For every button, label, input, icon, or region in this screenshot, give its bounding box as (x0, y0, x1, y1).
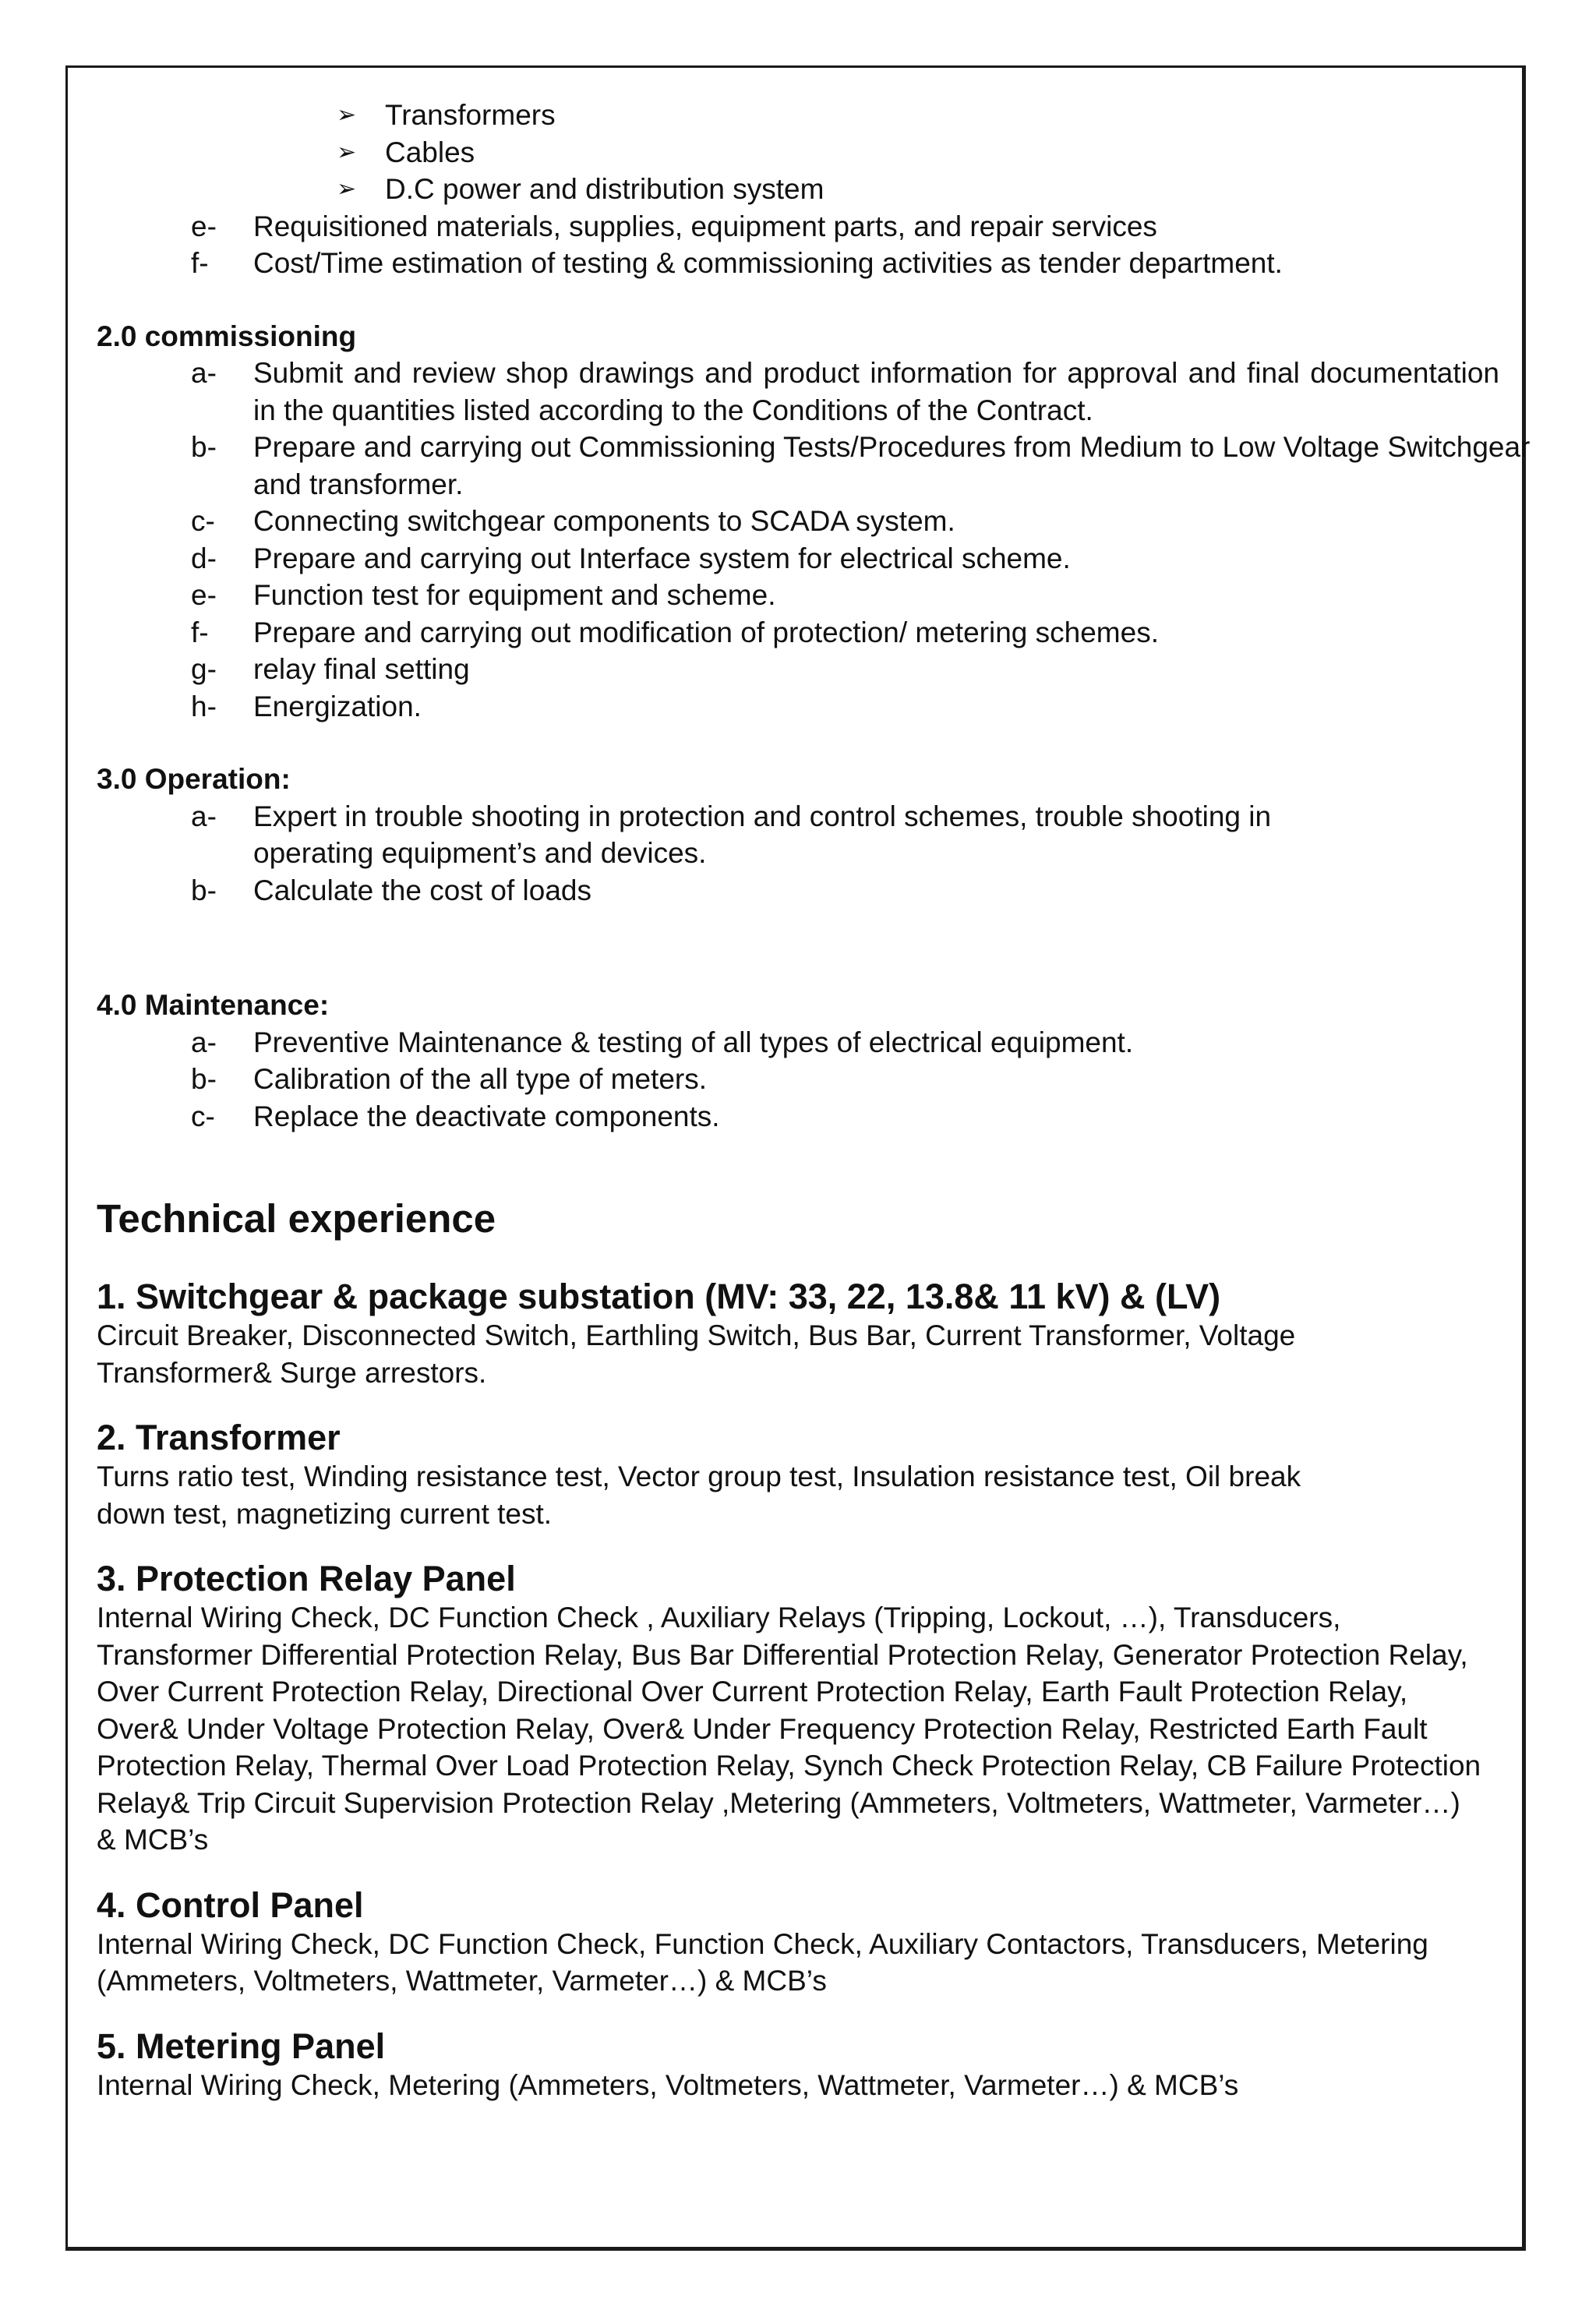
commissioning-list (97, 355, 1531, 725)
section-heading-maintenance: 4.0 Maintenance: (97, 989, 330, 1021)
list-item: e- Function test for equipment and scheme. (191, 579, 776, 611)
document-body (97, 97, 1531, 2103)
section-heading-commissioning: 2.0 commissioning (97, 320, 357, 352)
subsection-text-transformer: Turns ratio test, Winding resistance test, Vector group test, Insulation resistance test, Oil break down test, magnetizing current test. (97, 1460, 1301, 1530)
arrow-bullet-icon: ➢ (337, 102, 357, 128)
subsection-heading-metering-panel: 5. Metering Panel (97, 2026, 386, 2066)
list-item: a- Preventive Maintenance & testing of all types of electrical equipment. (191, 1026, 1134, 1058)
subsection-text-metering-panel: Internal Wiring Check, Metering (Ammeters, Voltmeters, Wattmeter, Varmeter…) & MCB’s (97, 2068, 1239, 2101)
list-item: h- Energization. (191, 690, 422, 722)
technical-experience-title: Technical experience (97, 1196, 496, 1241)
list-item: f- Prepare and carrying out modification of protection/ metering schemes. (191, 616, 1159, 648)
bullet-item: ➢ Transformers (97, 97, 1499, 134)
list-item: b- Calculate the cost of loads (191, 874, 591, 906)
arrow-bullet-icon: ➢ (337, 176, 357, 202)
list-item: a- Submit and review shop drawings and product information for approval and final documentation in the quantities listed according to the Conditions of the Contract. (191, 357, 1499, 426)
list-item: g- relay final setting (191, 653, 470, 685)
item-list (97, 208, 1499, 282)
subsection-heading-control-panel: 4. Control Panel (97, 1884, 364, 1925)
maintenance-list (97, 1024, 1499, 1136)
subsection-text-protection-relay-panel: Internal Wiring Check, DC Function Check , Auxiliary Relays (Tripping, Lockout, …), Transducers, Transformer Differential Protection Relay, Bus Bar Differential Protection Relay, Generator Protection Relay, Over Current Protection Relay, Directional Over Current Protection Relay, Earth Fault Protection Relay, Over& Under Voltage Protection Relay, Over& Under Frequency Protection Relay, Restricted Earth Fault Protection Relay, Thermal Over Load Protection Relay, Synch Check Protection Relay, CB Failure Protection Relay& Trip Circuit Supervision Protection Relay ,Metering (Ammeters, Voltmeters, Wattmeter, Varmeter…) & MCB’s (97, 1602, 1481, 1856)
list-item: f- Cost/Time estimation of testing & commissioning activities as tender department. (191, 247, 1283, 279)
arrow-bullet-icon: ➢ (337, 139, 357, 165)
bullet-item: ➢ D.C power and distribution system (97, 171, 1499, 208)
subsection-text-control-panel: Internal Wiring Check, DC Function Check, Function Check, Auxiliary Contactors, Transducers, Metering (Ammeters, Voltmeters, Wattmeter, Varmeter…) & MCB’s (97, 1927, 1428, 1997)
section-heading-operation: 3.0 Operation: (97, 763, 291, 795)
list-item: b- Prepare and carrying out Commissioning Tests/Procedures from Medium to Low Voltage Switchgear and transformer. (191, 431, 1531, 500)
list-item: b- Calibration of the all type of meters. (191, 1063, 708, 1095)
bullet-item: ➢ Cables (97, 134, 1499, 171)
list-item: a- Expert in trouble shooting in protection and control schemes, trouble shooting in operating equipment’s and devices. (191, 800, 1272, 869)
list-item: d- Prepare and carrying out Interface system for electrical scheme. (191, 542, 1071, 574)
list-item: c- Connecting switchgear components to SCADA system. (191, 505, 955, 537)
list-item: c- Replace the deactivate components. (191, 1100, 720, 1132)
bullet-list (97, 97, 1499, 208)
subsection-heading-protection-relay-panel: 3. Protection Relay Panel (97, 1559, 516, 1598)
subsection-heading-transformer: 2. Transformer (97, 1418, 341, 1457)
subsection-heading-switchgear: 1. Switchgear & package substation (MV: 33, 22, 13.8& 11 kV) & (LV) (97, 1277, 1221, 1316)
list-item: e- Requisitioned materials, supplies, equipment parts, and repair services (191, 210, 1157, 242)
operation-list (97, 798, 1499, 909)
subsection-text-switchgear: Circuit Breaker, Disconnected Switch, Earthling Switch, Bus Bar, Current Transformer, Voltage Transformer& Surge arrestors. (97, 1319, 1296, 1389)
